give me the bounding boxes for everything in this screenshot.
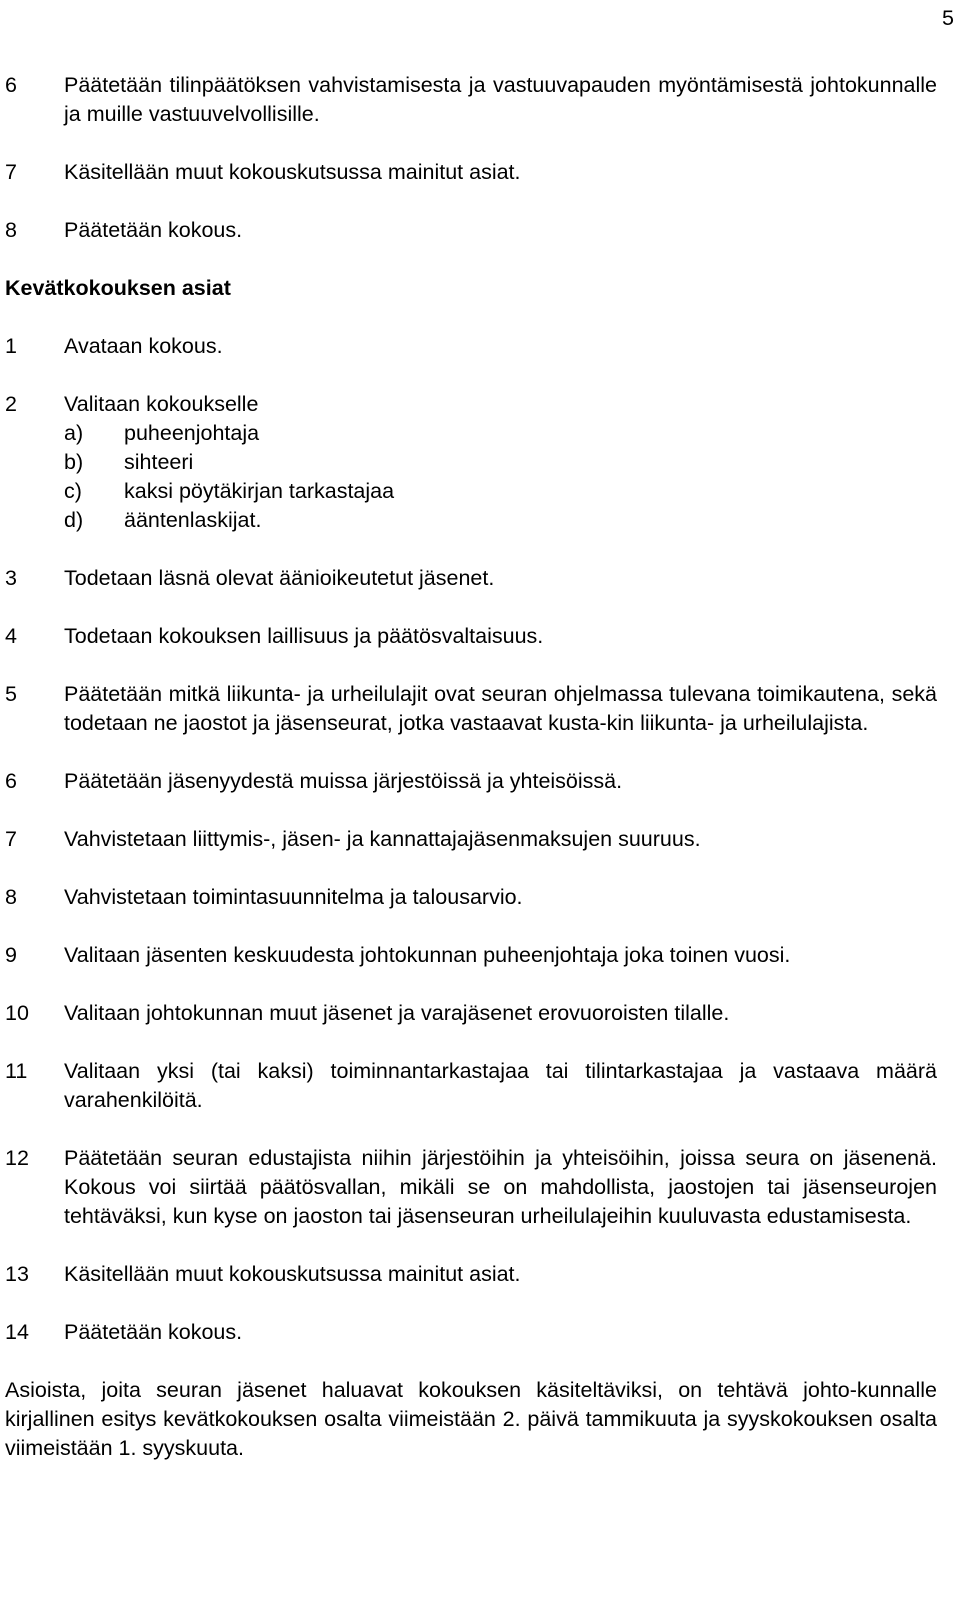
item-text: Päätetään tilinpäätöksen vahvistamisesta ja vastuuvapauden myöntämisestä johtokunnalle ja muille vastuuvelvollisille. <box>64 73 937 126</box>
item-text: Päätetään seuran edustajista niihin järjestöihin ja yhteisöihin, joissa seura on jäsenenä. Kokous voi siirtää päätösvallan, mikäli se on mahdollista, jaostojen tai jäsenseurojen tehtäväksi, kun kyse on jaoston tai jäsenseuran urheilulajeihin kuuluvasta edustamisesta. <box>64 1146 937 1228</box>
sub-item-letter: b) <box>64 450 84 474</box>
item-number: 14 <box>5 1320 29 1344</box>
item-number: 2 <box>5 392 17 416</box>
list-item <box>5 680 937 738</box>
item-number: 8 <box>5 885 17 909</box>
sub-item-text: kaksi pöytäkirjan tarkastajaa <box>124 479 395 503</box>
list-item <box>5 825 937 854</box>
item-text: Valitaan jäsenten keskuudesta johtokunnan puheenjohtaja joka toinen vuosi. <box>64 943 791 967</box>
list-item <box>5 622 937 651</box>
item-number: 8 <box>5 218 17 242</box>
list-item <box>5 941 937 970</box>
sub-item-text: sihteeri <box>124 450 194 474</box>
spring-items-list <box>5 332 937 1347</box>
item-text: Valitaan johtokunnan muut jäsenet ja varajäsenet erovuoroisten tilalle. <box>64 1001 730 1025</box>
item-text: Todetaan kokouksen laillisuus ja päätösvaltaisuus. <box>64 624 544 648</box>
list-item <box>5 564 937 593</box>
item-number: 3 <box>5 566 17 590</box>
sub-list-item <box>64 419 937 448</box>
item-text: Päätetään mitkä liikunta- ja urheilulajit ovat seuran ohjelmassa tulevana toimikautena, sekä todetaan ne jaostot ja jäsenseurat, jotka vastaavat kusta-kin liikunta- ja urheilulajista. <box>64 682 937 735</box>
item-text: Valitaan yksi (tai kaksi) toiminnantarkastajaa tai tilintarkastajaa ja vastaava määrä varahenkilöitä. <box>64 1059 937 1112</box>
list-item <box>5 1144 937 1231</box>
item-body <box>64 390 937 535</box>
list-item <box>5 999 937 1028</box>
sub-item-text: puheenjohtaja <box>124 421 260 445</box>
sub-item-text: ääntenlaskijat. <box>124 508 262 532</box>
list-item <box>5 1260 937 1289</box>
autumn-items-list <box>5 71 937 245</box>
item-number: 13 <box>5 1262 29 1286</box>
item-text: Päätetään kokous. <box>64 1320 243 1344</box>
sub-item-letter: c) <box>64 479 82 503</box>
item-text: Päätetään kokous. <box>64 218 243 242</box>
item-number: 9 <box>5 943 17 967</box>
sub-list <box>64 419 937 535</box>
list-item <box>5 216 937 245</box>
item-text: Vahvistetaan toimintasuunnitelma ja talousarvio. <box>64 885 523 909</box>
sub-item-letter: d) <box>64 508 84 532</box>
item-text: Vahvistetaan liittymis-, jäsen- ja kannattajajäsenmaksujen suuruus. <box>64 827 701 851</box>
sub-item-letter: a) <box>64 421 84 445</box>
item-text: Todetaan läsnä olevat äänioikeutetut jäsenet. <box>64 566 495 590</box>
item-number: 11 <box>5 1059 28 1083</box>
item-text: Päätetään jäsenyydestä muissa järjestöissä ja yhteisöissä. <box>64 769 623 793</box>
list-item <box>5 332 937 361</box>
item-text: Valitaan kokoukselle <box>64 392 259 416</box>
page-number: 5 <box>942 6 954 30</box>
sub-list-item <box>64 477 937 506</box>
list-item <box>5 883 937 912</box>
item-number: 10 <box>5 1001 29 1025</box>
sub-list-item <box>64 448 937 477</box>
item-number: 7 <box>5 160 17 184</box>
list-item <box>5 1057 937 1115</box>
sub-list-item <box>64 506 937 535</box>
item-number: 7 <box>5 827 17 851</box>
item-number: 5 <box>5 682 17 706</box>
item-number: 6 <box>5 769 17 793</box>
list-item <box>5 1318 937 1347</box>
list-item <box>5 767 937 796</box>
list-item <box>5 71 937 129</box>
item-number: 6 <box>5 73 17 97</box>
list-item <box>5 158 937 187</box>
closing-paragraph: Asioista, joita seuran jäsenet haluavat kokouksen käsiteltäviksi, on tehtävä johto-kunnalle kirjallinen esitys kevätkokouksen osalta viimeistään 2. päivä tammikuuta ja syyskokouksen osalta viimeistään 1. syyskuuta. <box>5 1378 937 1460</box>
section-heading: Kevätkokouksen asiat <box>5 276 231 300</box>
item-number: 1 <box>5 334 17 358</box>
list-item <box>5 390 937 535</box>
item-number: 4 <box>5 624 17 648</box>
item-text: Avataan kokous. <box>64 334 223 358</box>
item-number: 12 <box>5 1146 29 1170</box>
item-text: Käsitellään muut kokouskutsussa mainitut asiat. <box>64 1262 521 1286</box>
item-text: Käsitellään muut kokouskutsussa mainitut asiat. <box>64 160 521 184</box>
document-body <box>5 71 937 1463</box>
